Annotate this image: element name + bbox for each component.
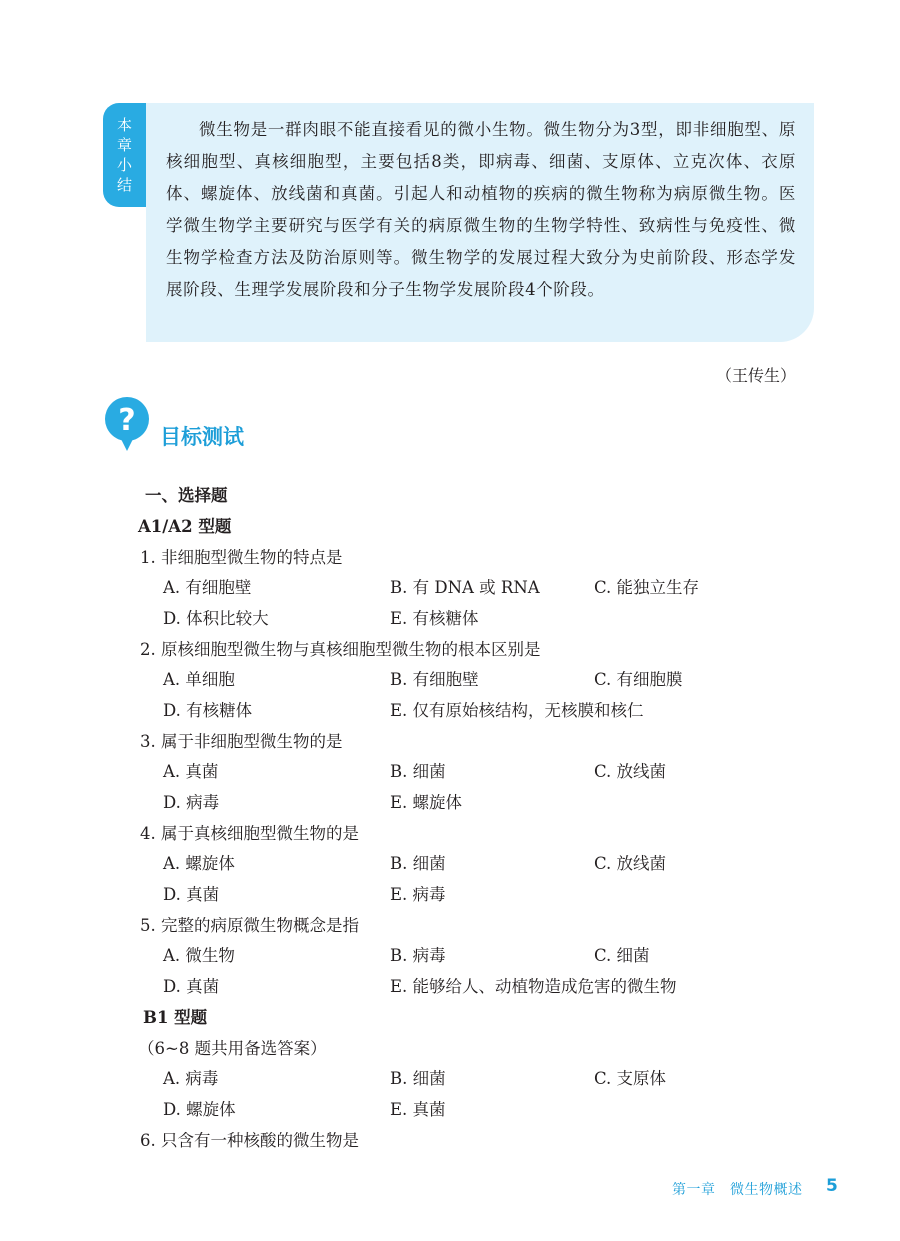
option: E. 螺旋体: [390, 793, 463, 812]
option: E. 仅有原始核结构，无核膜和核仁: [390, 701, 644, 720]
option: D. 真菌: [163, 977, 220, 996]
summary-tab-char: 本: [116, 116, 132, 134]
option: C. 能独立生存: [594, 578, 700, 597]
option: D. 体积比较大: [163, 609, 269, 628]
option: C. 细菌: [594, 946, 650, 965]
option: B. 病毒: [390, 946, 446, 965]
part-heading: 一、选择题: [145, 486, 228, 505]
option: A. 微生物: [163, 946, 235, 965]
summary-tab-char: 章: [116, 136, 132, 154]
svg-text:?: ?: [118, 403, 136, 438]
summary-author: （王传生）: [715, 366, 796, 385]
option: B. 有 DNA 或 RNA: [390, 578, 540, 597]
option: A. 病毒: [163, 1069, 219, 1088]
shared-options-note: （6~8 题共用备选答案）: [138, 1039, 327, 1058]
question-stem: 2. 原核细胞型微生物与真核细胞型微生物的根本区别是: [140, 640, 541, 659]
option: B. 细菌: [390, 1069, 446, 1088]
question-type-heading: A1/A2 型题: [138, 517, 232, 536]
question-stem: 4. 属于真核细胞型微生物的是: [140, 824, 359, 843]
option: C. 放线菌: [594, 854, 667, 873]
section-title: 目标测试: [160, 425, 244, 449]
option: B. 细菌: [390, 762, 446, 781]
option: A. 真菌: [163, 762, 219, 781]
question-mark-icon: [103, 397, 151, 453]
option: C. 放线菌: [594, 762, 667, 781]
option: D. 真菌: [163, 885, 220, 904]
option: B. 有细胞壁: [390, 670, 479, 689]
question-stem: 1. 非细胞型微生物的特点是: [140, 548, 343, 567]
question-stem: 3. 属于非细胞型微生物的是: [140, 732, 343, 751]
option: A. 螺旋体: [163, 854, 235, 873]
question-stem: 5. 完整的病原微生物概念是指: [140, 916, 359, 935]
option: C. 支原体: [594, 1069, 667, 1088]
question-stem: 6. 只含有一种核酸的微生物是: [140, 1131, 359, 1150]
option: A. 有细胞壁: [163, 578, 252, 597]
option: A. 单细胞: [163, 670, 235, 689]
option: E. 有核糖体: [390, 609, 479, 628]
summary-tab-char: 结: [116, 176, 132, 194]
option: C. 有细胞膜: [594, 670, 683, 689]
option: B. 细菌: [390, 854, 446, 873]
footer-chapter-title: 第一章 微生物概述: [672, 1182, 803, 1198]
chapter-summary-tab: [103, 103, 146, 207]
question-type-heading: B1 型题: [143, 1008, 208, 1027]
option: E. 能够给人、动植物造成危害的微生物: [390, 977, 677, 996]
option: E. 病毒: [390, 885, 446, 904]
summary-tab-char: 小: [116, 156, 132, 174]
page-number: 5: [826, 1176, 838, 1196]
chapter-summary-text: 微生物是一群肉眼不能直接看见的微小生物。微生物分为3型，即非细胞型、原核细胞型、真核细胞型，主要包括8类，即病毒、细菌、支原体、立克次体、衣原体、螺旋体、放线菌和真菌。引起人和动植物的疾病的微生物称为病原微生物。医学微生物学主要研究与医学有关的病原微生物的生物学特性、致病性与免疫性、微生物学检查方法及防治原则等。微生物学的发展过程大致分为史前阶段、形态学发展阶段、生理学发展阶段和分子生物学发展阶段4个阶段。: [166, 120, 796, 299]
option: D. 病毒: [163, 793, 220, 812]
option: D. 螺旋体: [163, 1100, 236, 1119]
option: E. 真菌: [390, 1100, 446, 1119]
option: D. 有核糖体: [163, 701, 253, 720]
